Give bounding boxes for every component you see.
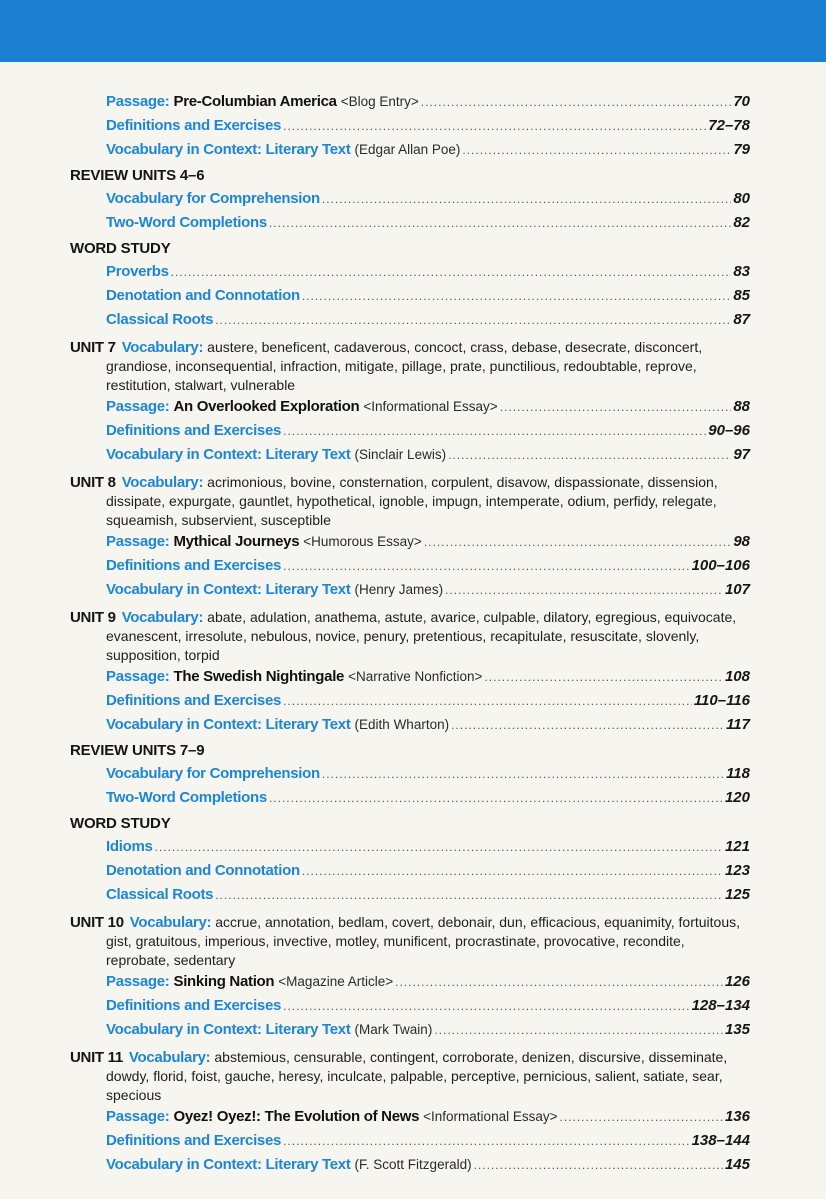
page-number: 135 xyxy=(724,1021,750,1038)
page-number: 107 xyxy=(724,581,750,598)
page-number: 85 xyxy=(733,287,750,304)
page-number: 118 xyxy=(726,765,750,782)
leader-dots xyxy=(302,285,731,308)
page-number: 87 xyxy=(733,311,750,328)
page-number: 123 xyxy=(724,862,750,879)
leader-dots xyxy=(269,787,723,810)
vocabulary-words: abate, adulation, anathema, astute, avarice, culpable, dilatory, egregious, equivocate, evanescent, irresolute, nebulous, novice, penury, pretentious, recapitulate, resuscitate, slovenly, supposition, torpid xyxy=(106,609,737,663)
toc-entry[interactable]: Two-Word Completions ..... 82 xyxy=(70,211,750,235)
leader-dots xyxy=(395,971,723,994)
leader-dots xyxy=(500,396,732,419)
page-number: 110–116 xyxy=(693,692,750,709)
toc-entry-literary-text[interactable]: Vocabulary in Context: Literary Text (Henry James) ..... 107 xyxy=(70,578,750,602)
section-heading: REVIEW UNITS 7–9 xyxy=(70,742,205,759)
toc-entry-passage[interactable]: Passage: An Overlooked Exploration <Informational Essay> ..... 88 xyxy=(70,395,750,419)
vocabulary-words: austere, beneficent, cadaverous, concoct, crass, debase, desecrate, disconcert, grandiose, inconsequential, infraction, mitigate, pillage, prate, punctilious, redoubtable, reprove, restitution, stalwart, vulnerable xyxy=(106,339,703,393)
toc-entry-passage[interactable]: Passage: Sinking Nation <Magazine Article> ..... 126 xyxy=(70,970,750,994)
toc-entry-definitions[interactable]: Definitions and Exercises ..... 100–106 xyxy=(70,554,750,578)
page-number: 108 xyxy=(724,668,750,685)
page-number: 128–134 xyxy=(691,997,750,1014)
leader-dots xyxy=(474,1154,723,1177)
top-color-bar xyxy=(0,0,826,62)
leader-dots xyxy=(269,212,731,235)
toc-entry[interactable]: Vocabulary for Comprehension ..... 80 xyxy=(70,187,750,211)
toc-entry-literary-text[interactable]: Vocabulary in Context: Literary Text (Edith Wharton) ..... 117 xyxy=(70,713,750,737)
page-number: 80 xyxy=(733,190,750,207)
toc-entry[interactable]: Proverbs ..... 83 xyxy=(70,260,750,284)
toc-entry-definitions[interactable]: Definitions and Exercises ..... 90–96 xyxy=(70,419,750,443)
leader-dots xyxy=(484,666,723,689)
page-number: 72–78 xyxy=(708,117,750,134)
leader-dots xyxy=(434,1019,723,1042)
section-heading: WORD STUDY xyxy=(70,815,171,832)
page-number: 82 xyxy=(733,214,750,231)
review-units-4-6 xyxy=(70,164,750,235)
toc-entry-definitions[interactable]: Definitions and Exercises ..... 128–134 xyxy=(70,994,750,1018)
leader-dots xyxy=(462,139,731,162)
unit-11 xyxy=(70,1048,750,1177)
leader-dots xyxy=(448,444,731,467)
review-units-7-9 xyxy=(70,739,750,810)
unit-7 xyxy=(70,338,750,467)
toc-entry-passage[interactable]: Passage: Oyez! Oyez!: The Evolution of News <Informational Essay> ..... 136 xyxy=(70,1105,750,1129)
vocabulary-words: accrue, annotation, bedlam, covert, debonair, dun, efficacious, equanimity, fortuitous, gist, gratuitous, imperious, invective, motley, munificent, procrastinate, provocative, recondite, reprobate, sedentary xyxy=(106,914,740,968)
unit-heading: UNIT 7 Vocabulary: austere, beneficent, cadaverous, concoct, crass, debase, desecrate, disconcert, grandiose, inconsequential, infraction, mitigate, pillage, prate, punctilious, redoubtable, reprove, restitution, stalwart, vulnerable xyxy=(70,339,703,393)
page-number: 90–96 xyxy=(708,422,750,439)
page-number: 97 xyxy=(733,446,750,463)
leader-dots xyxy=(302,860,723,883)
leader-dots xyxy=(559,1106,722,1129)
toc-entry-definitions[interactable]: Definitions and Exercises ..... 138–144 xyxy=(70,1129,750,1153)
page-number: 79 xyxy=(733,141,750,158)
unit-heading: UNIT 11 Vocabulary: abstemious, censurable, contingent, corroborate, denizen, discursive, disseminate, dowdy, florid, foist, gauche, heresy, inculcate, palpable, perceptive, pernicious, salient, satiate, sear, specious xyxy=(70,1049,728,1103)
page-number: 98 xyxy=(733,533,750,550)
leader-dots xyxy=(215,884,723,907)
toc-entry-passage[interactable]: Passage: The Swedish Nightingale <Narrative Nonfiction> ..... 108 xyxy=(70,665,750,689)
toc-entry-literary-text[interactable]: Vocabulary in Context: Literary Text (Edgar Allan Poe) ..... 79 xyxy=(70,138,750,162)
unit-10 xyxy=(70,913,750,1042)
page-number: 83 xyxy=(733,263,750,280)
toc-entry-literary-text[interactable]: Vocabulary in Context: Literary Text (F. Scott Fitzgerald) ..... 145 xyxy=(70,1153,750,1177)
unit-9 xyxy=(70,608,750,737)
page-number: 125 xyxy=(724,886,750,903)
toc-entry[interactable]: Denotation and Connotation ..... 123 xyxy=(70,859,750,883)
page-number: 145 xyxy=(724,1156,750,1173)
leader-dots xyxy=(283,690,692,713)
toc-entry-passage[interactable]: Passage: Pre-Columbian America <Blog Entry> ..... 70 xyxy=(70,90,750,114)
toc-entry-passage[interactable]: Passage: Mythical Journeys <Humorous Essay> ..... 98 xyxy=(70,530,750,554)
leader-dots xyxy=(283,115,706,138)
word-study-2 xyxy=(70,812,750,907)
toc-entry[interactable]: Idioms ..... 121 xyxy=(70,835,750,859)
leader-dots xyxy=(283,1130,690,1153)
page-number: 100–106 xyxy=(691,557,750,574)
toc-entry-definitions[interactable]: Definitions and Exercises ..... 110–116 xyxy=(70,689,750,713)
page-number: 117 xyxy=(726,716,750,733)
toc-entry[interactable]: Denotation and Connotation ..... 85 xyxy=(70,284,750,308)
toc-entry-literary-text[interactable]: Vocabulary in Context: Literary Text (Mark Twain) ..... 135 xyxy=(70,1018,750,1042)
toc-entry[interactable]: Two-Word Completions ..... 120 xyxy=(70,786,750,810)
vocabulary-words: abstemious, censurable, contingent, corroborate, denizen, discursive, disseminate, dowdy, florid, foist, gauche, heresy, inculcate, palpable, perceptive, pernicious, salient, satiate, sear, specious xyxy=(106,1049,728,1103)
toc-entry-literary-text[interactable]: Vocabulary in Context: Literary Text (Sinclair Lewis) ..... 97 xyxy=(70,443,750,467)
toc-entry[interactable]: Vocabulary for Comprehension ..... 118 xyxy=(70,762,750,786)
page-number: 126 xyxy=(724,973,750,990)
vocabulary-words: acrimonious, bovine, consternation, corpulent, disavow, dispassionate, dissension, dissipate, expurgate, gauntlet, hypothetical, ignoble, impugn, intemperate, odium, perfidy, relegate, squeamish, subservient, susceptible xyxy=(106,474,718,528)
unit-heading: UNIT 9 Vocabulary: abate, adulation, anathema, astute, avarice, culpable, dilatory, egregious, equivocate, evanescent, irresolute, nebulous, novice, penury, pretentious, recapitulate, resuscitate, slovenly, supposition, torpid xyxy=(70,609,737,663)
section-heading: WORD STUDY xyxy=(70,240,171,257)
leader-dots xyxy=(171,261,732,284)
toc-entry-definitions[interactable]: Definitions and Exercises ..... 72–78 xyxy=(70,114,750,138)
leader-dots xyxy=(451,714,724,737)
page-number: 121 xyxy=(724,838,750,855)
toc-entry[interactable]: Classical Roots ..... 125 xyxy=(70,883,750,907)
leader-dots xyxy=(424,531,731,554)
leader-dots xyxy=(322,763,724,786)
word-study-1 xyxy=(70,237,750,332)
leader-dots xyxy=(283,420,706,443)
page-number: 120 xyxy=(724,789,750,806)
table-of-contents xyxy=(70,90,750,1177)
leader-dots xyxy=(283,555,690,578)
page-number: 138–144 xyxy=(691,1132,750,1149)
leader-dots xyxy=(155,836,723,859)
unit-heading: UNIT 10 Vocabulary: accrue, annotation, bedlam, covert, debonair, dun, efficacious, equanimity, fortuitous, gist, gratuitous, imperious, invective, motley, munificent, procrastinate, provocative, recondite, reprobate, sedentary xyxy=(70,914,740,968)
unit-heading: UNIT 8 Vocabulary: acrimonious, bovine, consternation, corpulent, disavow, dispassionate, dissension, dissipate, expurgate, gauntlet, hypothetical, ignoble, impugn, intemperate, odium, perfidy, relegate, squeamish, subservient, susceptible xyxy=(70,474,718,528)
unit-8 xyxy=(70,473,750,602)
page-number: 70 xyxy=(733,93,750,110)
page-number: 136 xyxy=(724,1108,750,1125)
unit6-entries xyxy=(70,90,750,162)
toc-entry[interactable]: Classical Roots ..... 87 xyxy=(70,308,750,332)
page-number: 88 xyxy=(733,398,750,415)
leader-dots xyxy=(421,91,732,114)
section-heading: REVIEW UNITS 4–6 xyxy=(70,167,205,184)
leader-dots xyxy=(322,188,731,211)
leader-dots xyxy=(283,995,690,1018)
leader-dots xyxy=(215,309,731,332)
leader-dots xyxy=(445,579,723,602)
